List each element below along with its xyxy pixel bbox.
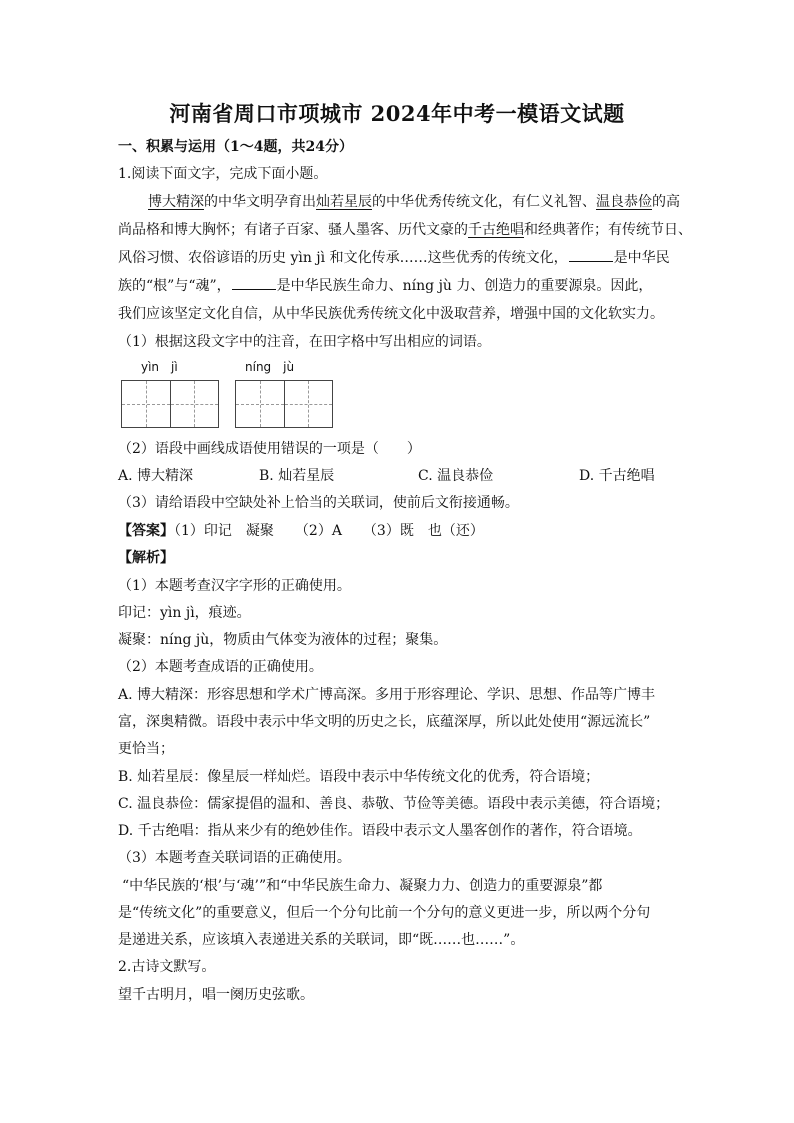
analysis-line: “中华民族的‘根’与‘魂’”和“中华民族生命力、凝聚力力、创造力的重要源泉”都	[122, 878, 603, 894]
option-c: C. 温良恭俭	[418, 468, 494, 484]
answer-label: 【答案】	[118, 523, 174, 539]
passage-line-5: 我们应该坚定文化自信，从中华民族优秀传统文化中汲取营养，增强中国的文化软实力。	[118, 306, 664, 322]
option-d: D. 千古绝唱	[579, 468, 655, 484]
analysis-line: （3）本题考查关联词语的正确使用。	[118, 850, 351, 866]
analysis-line: （1）本题考查汉字字形的正确使用。	[118, 578, 351, 594]
analysis-line: B. 灿若星辰：像星辰一样灿烂。语段中表示中华传统文化的优秀，符合语境；	[118, 769, 600, 785]
fill-blank-2	[232, 277, 276, 290]
section-heading: 一、积累与运用（1～4题，共24分）	[118, 139, 353, 155]
fill-blank-1	[569, 249, 613, 262]
underlined-idiom-a: 博大精深	[148, 194, 204, 210]
analysis-line: 是递进关系，应该填入表递进关系的关联词，即“既……也……”。	[118, 932, 525, 948]
tianzige-grid-2[interactable]	[235, 380, 333, 428]
sub-question-1: （1）根据这段文字中的注音，在田字格中写出相应的词语。	[118, 334, 491, 350]
passage-line-4: 族的“根”与“魂”， 是中华民族生命力、níng jù 力、创造力的重要源泉。因此，	[118, 278, 653, 294]
passage-line-3: 风俗习惯、农俗谚语的历史 yìn jì 和文化传承……这些优秀的传统文化， 是中华民	[118, 250, 670, 266]
sub-question-3: （3）请给语段中空缺处补上恰当的关联词，使前后文衔接通畅。	[118, 495, 519, 511]
pinyin-label-1: yìn jì	[141, 360, 178, 374]
analysis-label: 【解析】	[118, 550, 174, 566]
answer-text: （1）印记 凝聚 （2）A （3）既 也（还）	[174, 523, 484, 539]
option-a: A. 博大精深	[118, 468, 194, 484]
question-1-prompt: 1.阅读下面文字，完成下面小题。	[118, 166, 328, 182]
underlined-idiom-d: 千古绝唱	[468, 222, 524, 238]
grid-cell[interactable]	[170, 381, 218, 427]
analysis-line: D. 千古绝唱：指从来少有的绝妙佳作。语段中表示文人墨客创作的著作，符合语境。	[118, 823, 642, 839]
answer-line	[118, 522, 484, 540]
question-2-prompt: 2.古诗文默写。	[118, 959, 216, 975]
question-2-line: 望千古明月，唱一阕历史弦歌。	[118, 987, 314, 1003]
grid-cell[interactable]	[122, 381, 170, 427]
analysis-line: 富，深奥精微。语段中表示中华文明的历史之长，底蕴深厚，所以此处使用“源远流长”	[118, 714, 651, 730]
page-title: 河南省周口市项城市 2024年中考一模语文试题	[169, 101, 625, 126]
option-b: B. 灿若星辰	[259, 468, 335, 484]
sub-question-2: （2）语段中画线成语使用错误的一项是（ ）	[118, 441, 421, 457]
tianzige-grid-1[interactable]	[121, 380, 219, 428]
underlined-idiom-c: 温良恭俭	[596, 194, 652, 210]
grid-cell[interactable]	[236, 381, 284, 427]
passage-line-2: 尚品格和博大胸怀；有诸子百家、骚人墨客、历代文豪的千古绝唱和经典著作；有传统节日、	[118, 222, 692, 238]
analysis-line: 是“传统文化”的重要意义，但后一个分句比前一个分句的意义更进一步，所以两个分句	[118, 905, 651, 921]
analysis-line: A. 博大精深：形容思想和学术广博高深。多用于形容理论、学识、思想、作品等广博丰	[118, 687, 656, 703]
underlined-idiom-b: 灿若星辰	[316, 194, 372, 210]
passage-line-1: 博大精深的中华文明孕育出灿若星辰的中华优秀传统文化，有仁义礼智、温良恭俭的高	[148, 194, 680, 210]
grid-cell[interactable]	[284, 381, 332, 427]
analysis-line: 印记：yìn jì，痕迹。	[118, 605, 251, 621]
analysis-line: 更恰当；	[118, 741, 174, 757]
analysis-line: 凝聚：níng jù，物质由气体变为液体的过程；聚集。	[118, 632, 448, 648]
analysis-line: （2）本题考查成语的正确使用。	[118, 659, 323, 675]
analysis-line: C. 温良恭俭：儒家提倡的温和、善良、恭敬、节俭等美德。语段中表示美德，符合语境；	[118, 796, 670, 812]
pinyin-label-2: níng jù	[245, 360, 295, 374]
